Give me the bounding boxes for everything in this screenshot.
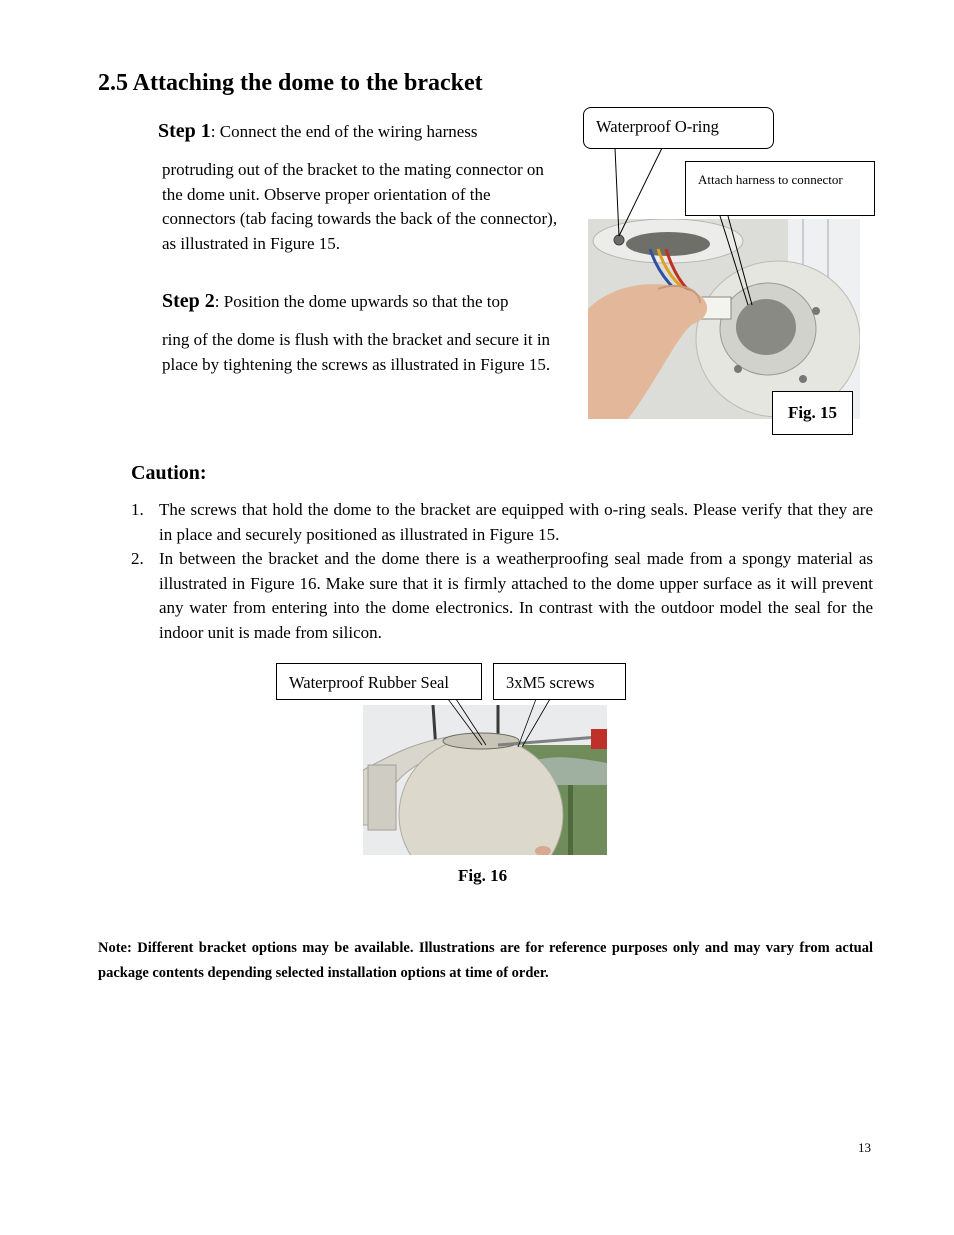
figure-16-leaders — [430, 695, 570, 755]
caution-item-number: 1. — [131, 500, 144, 519]
caution-item — [131, 547, 873, 645]
page-number: 13 — [858, 1140, 871, 1155]
note-text: Note: Different bracket options may be available. Illustrations are for reference purposes only and may vary from actual package contents depending selected installation options at time of order. — [98, 940, 873, 981]
step-2-first-line: : Position the dome upwards so that the top — [214, 292, 509, 311]
callout-waterproof-rubber-seal: Waterproof Rubber Seal — [276, 663, 482, 700]
caution-item-number: 2. — [131, 549, 144, 568]
step-2-heading — [162, 290, 509, 313]
caution-title: Caution: — [131, 462, 207, 484]
caution-item-text: In between the bracket and the dome there is a weatherproofing seal made from a spongy material as illustrated in Figure 16. Make sure that it is firmly attached to the dome upper surface as it will prevent any water from entering into the dome electronics. In contrast with the outdoor model the seal for the indoor unit is made from silicon. — [159, 549, 873, 642]
caution-list — [131, 498, 873, 645]
step-1-label: Step 1 — [158, 120, 211, 142]
step-2-label: Step 2 — [162, 290, 215, 312]
callout-attach-harness: Attach harness to connector — [685, 161, 875, 216]
step-2-body: ring of the dome is flush with the bracket and secure it in place by tightening the screws as illustrated in Figure 15. — [162, 330, 551, 374]
caution-item — [131, 498, 873, 547]
figure-16-label: Fig. 16 — [458, 866, 508, 885]
figure-15-label: Fig. 15 — [772, 391, 853, 435]
section-title: 2.5 Attaching the dome to the bracket — [98, 70, 483, 96]
callout-m5-screws: 3xM5 screws — [493, 663, 626, 700]
step-1-body: protruding out of the bracket to the mating connector on the dome unit. Observe proper orientation of the connectors (tab facing towards the back of the connector), as illustrated in Figure 15. — [162, 160, 558, 253]
step-1-first-line: : Connect the end of the wiring harness — [210, 122, 478, 141]
caution-item-text: The screws that hold the dome to the bracket are equipped with o-ring seals. Please verify that they are in place and securely positioned as illustrated in Figure 15. — [159, 500, 873, 544]
step-1-heading — [158, 120, 478, 143]
callout-waterproof-o-ring: Waterproof O-ring — [583, 107, 774, 149]
